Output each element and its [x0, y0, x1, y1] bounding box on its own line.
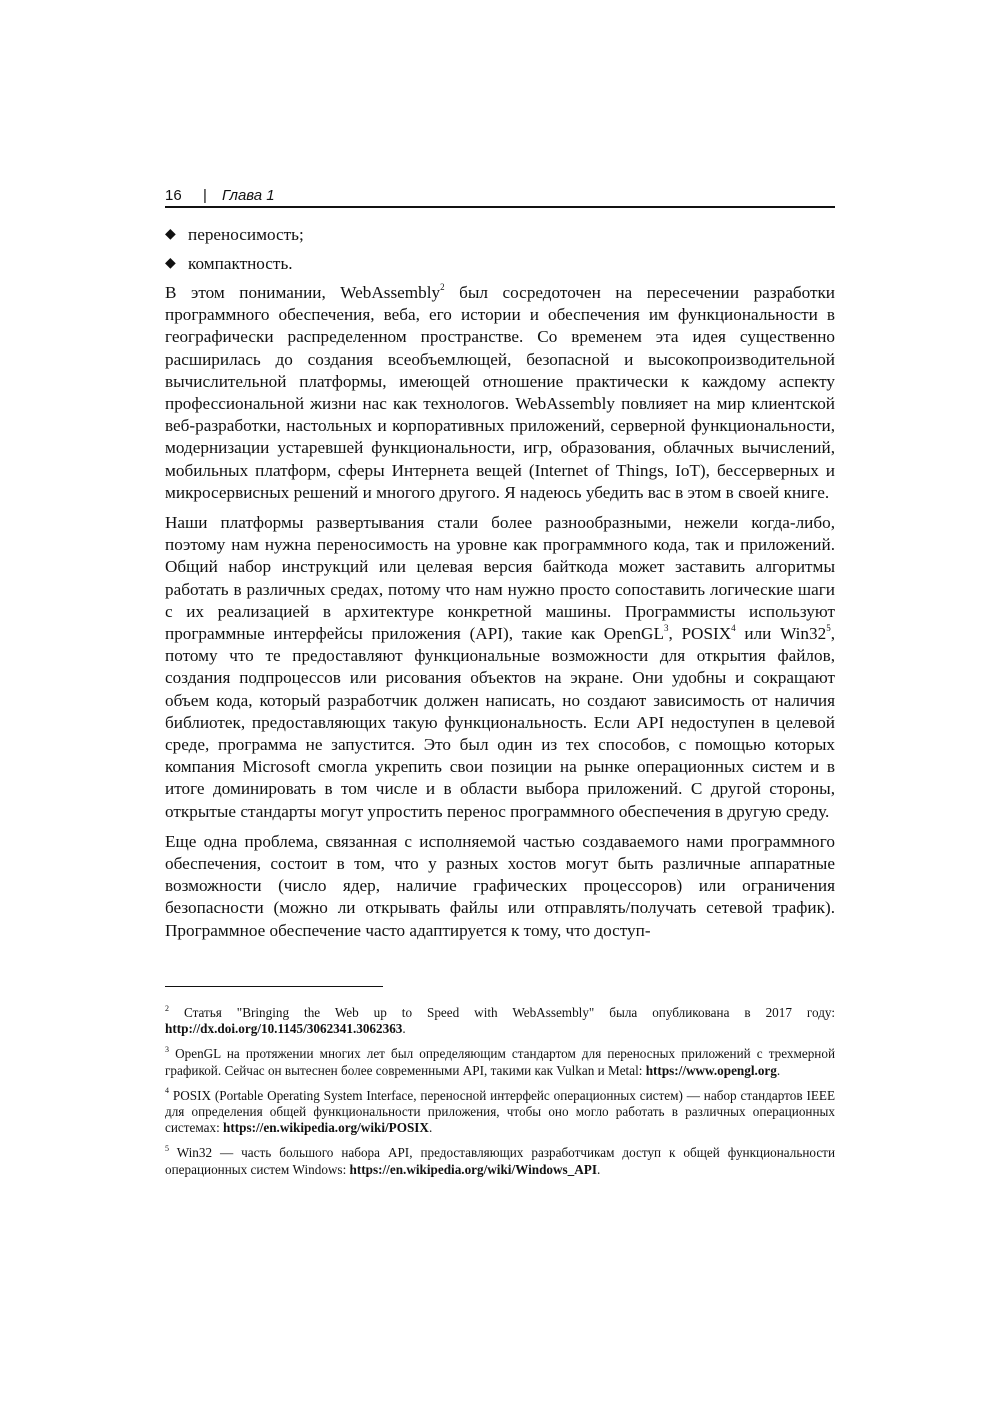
footnote: $^4$ POSIX (Portable Operating System Interface, переносной интерфейс операционных систем) — набор стандартов IEEE для определения общей функциональности приложения, чтобы оно могло работать в различных операционных системах: https://en.wikipedia.org/wiki/POSIX.	[165, 1086, 835, 1136]
footnote: $^2$ Статья "Bringing the Web up to Speed with WebAssembly" была опубликована в 2017 году: http://dx.doi.org/10.1145/3062341.3062363.	[165, 1003, 835, 1037]
footnote-link[interactable]: https://en.wikipedia.org/wiki/Windows_API	[349, 1161, 597, 1177]
bullet-text: переносимость;	[188, 225, 304, 244]
footnote: $^5$ Win32 — часть большого набора API, предоставляющих разработчикам доступ к общей функциональности операционных систем Windows: https://en.wikipedia.org/wiki/Windows_API.	[165, 1144, 835, 1177]
footnote-link[interactable]: http://dx.doi.org/10.1145/3062341.3062363	[165, 1021, 403, 1037]
bullet-item	[165, 224, 835, 246]
footnotes	[165, 1005, 835, 1187]
footnote-number: 2	[165, 1003, 169, 1013]
running-header	[165, 186, 835, 206]
footnote-link[interactable]: https://www.opengl.org	[645, 1062, 777, 1078]
header-rule	[165, 206, 835, 208]
bullet-text: компактность.	[188, 254, 293, 273]
footnote-ref[interactable]: 5	[826, 623, 831, 634]
page-number: 16	[165, 187, 182, 204]
footnote-ref[interactable]: 2	[440, 282, 445, 293]
diamond-bullet-icon: ◆	[165, 256, 176, 271]
paragraph: Наши платформы развертывания стали более разнообразными, нежели когда-либо, поэтому нам нужна переносимость на уровне как программного кода, так и приложений. Общий набор инструкций или целевая версия байткода может заставить алгоритмы работать в различных средах, потому что нам нужно просто сопоставить логические шаги с их реализацией в архитектуре конкретной машины. Программисты используют программные интерфейсы приложения (API), такие как OpenGL$^3$, POSIX$^4$ или $Win32^5$, потому что те предоставляют функциональные возможности для открытия файлов, создания подпроцессов или рисования объектов на экране. Они удобны и сокращают объем кода, который разработчик должен написать, но создают зависимость от наличия библиотек, предоставляющих такую функциональность. Если API недоступен в целевой среде, программа не запустится. Это был один из тех способов, с помощью которых компания Microsoft смогла укрепить свои позиции на рынке операционных систем и в итоге доминировать в том числе и в области выбора приложений. С другой стороны, открытые стандарты могут упростить перенос программного обеспечения в другую среду.	[165, 513, 835, 821]
footnote-link[interactable]: https://en.wikipedia.org/wiki/POSIX	[223, 1120, 429, 1136]
footnote-rule	[165, 986, 383, 987]
footnote-number: 4	[165, 1086, 169, 1096]
body-text	[165, 224, 835, 950]
paragraph: Еще одна проблема, связанная с исполняемой частью создаваемого нами программного обеспечения, состоит в том, что у разных хостов могут быть различные аппаратные возможности (число ядер, наличие графических процессоров) или ограничения безопасности (можно ли открывать файлы или отправлять/получать сетевой трафик). Программное обеспечение часто адаптируется к тому, что доступ-	[165, 831, 835, 940]
footnote-number: 5	[165, 1144, 169, 1154]
footnote: $^3$ OpenGL на протяжении многих лет был определяющим стандартом для переносных приложений с трехмерной графикой. Сейчас он вытеснен более современными API, такими как Vulkan и Metal: https://www.opengl.org.	[165, 1045, 835, 1078]
footnote-ref[interactable]: 3	[663, 623, 669, 634]
chapter-title: Глава 1	[222, 187, 275, 204]
diamond-bullet-icon: ◆	[165, 227, 176, 242]
header-separator: |	[203, 187, 207, 204]
paragraph: В этом понимании, WebAssembly$^2$ был сосредоточен на пересечении разработки программного обеспечения, веба, его истории и обеспечения им функциональности в географически распределенном пространстве. Со временем эта идея существенно расширилась до создания всеобъемлющей, безопасной и высокопроизводительной вычислительной платформы, имеющей отношение практически к каждому аспекту профессиональной жизни нас как технологов. WebAssembly повлияет на мир клиентской веб-разработки, настольных и корпоративных приложений, серверной функциональности, модернизации устаревшей функциональности, игр, образования, облачных вычислений, мобильных платформ, сферы Интернета вещей (Internet of Things, IoT), бессерверных и микросервисных решений и многого другого. Я надеюсь убедить вас в этом в своей книге.	[165, 282, 835, 502]
bullet-item	[165, 253, 835, 275]
footnote-number: 3	[165, 1045, 169, 1055]
footnote-ref[interactable]: 4	[731, 623, 736, 634]
